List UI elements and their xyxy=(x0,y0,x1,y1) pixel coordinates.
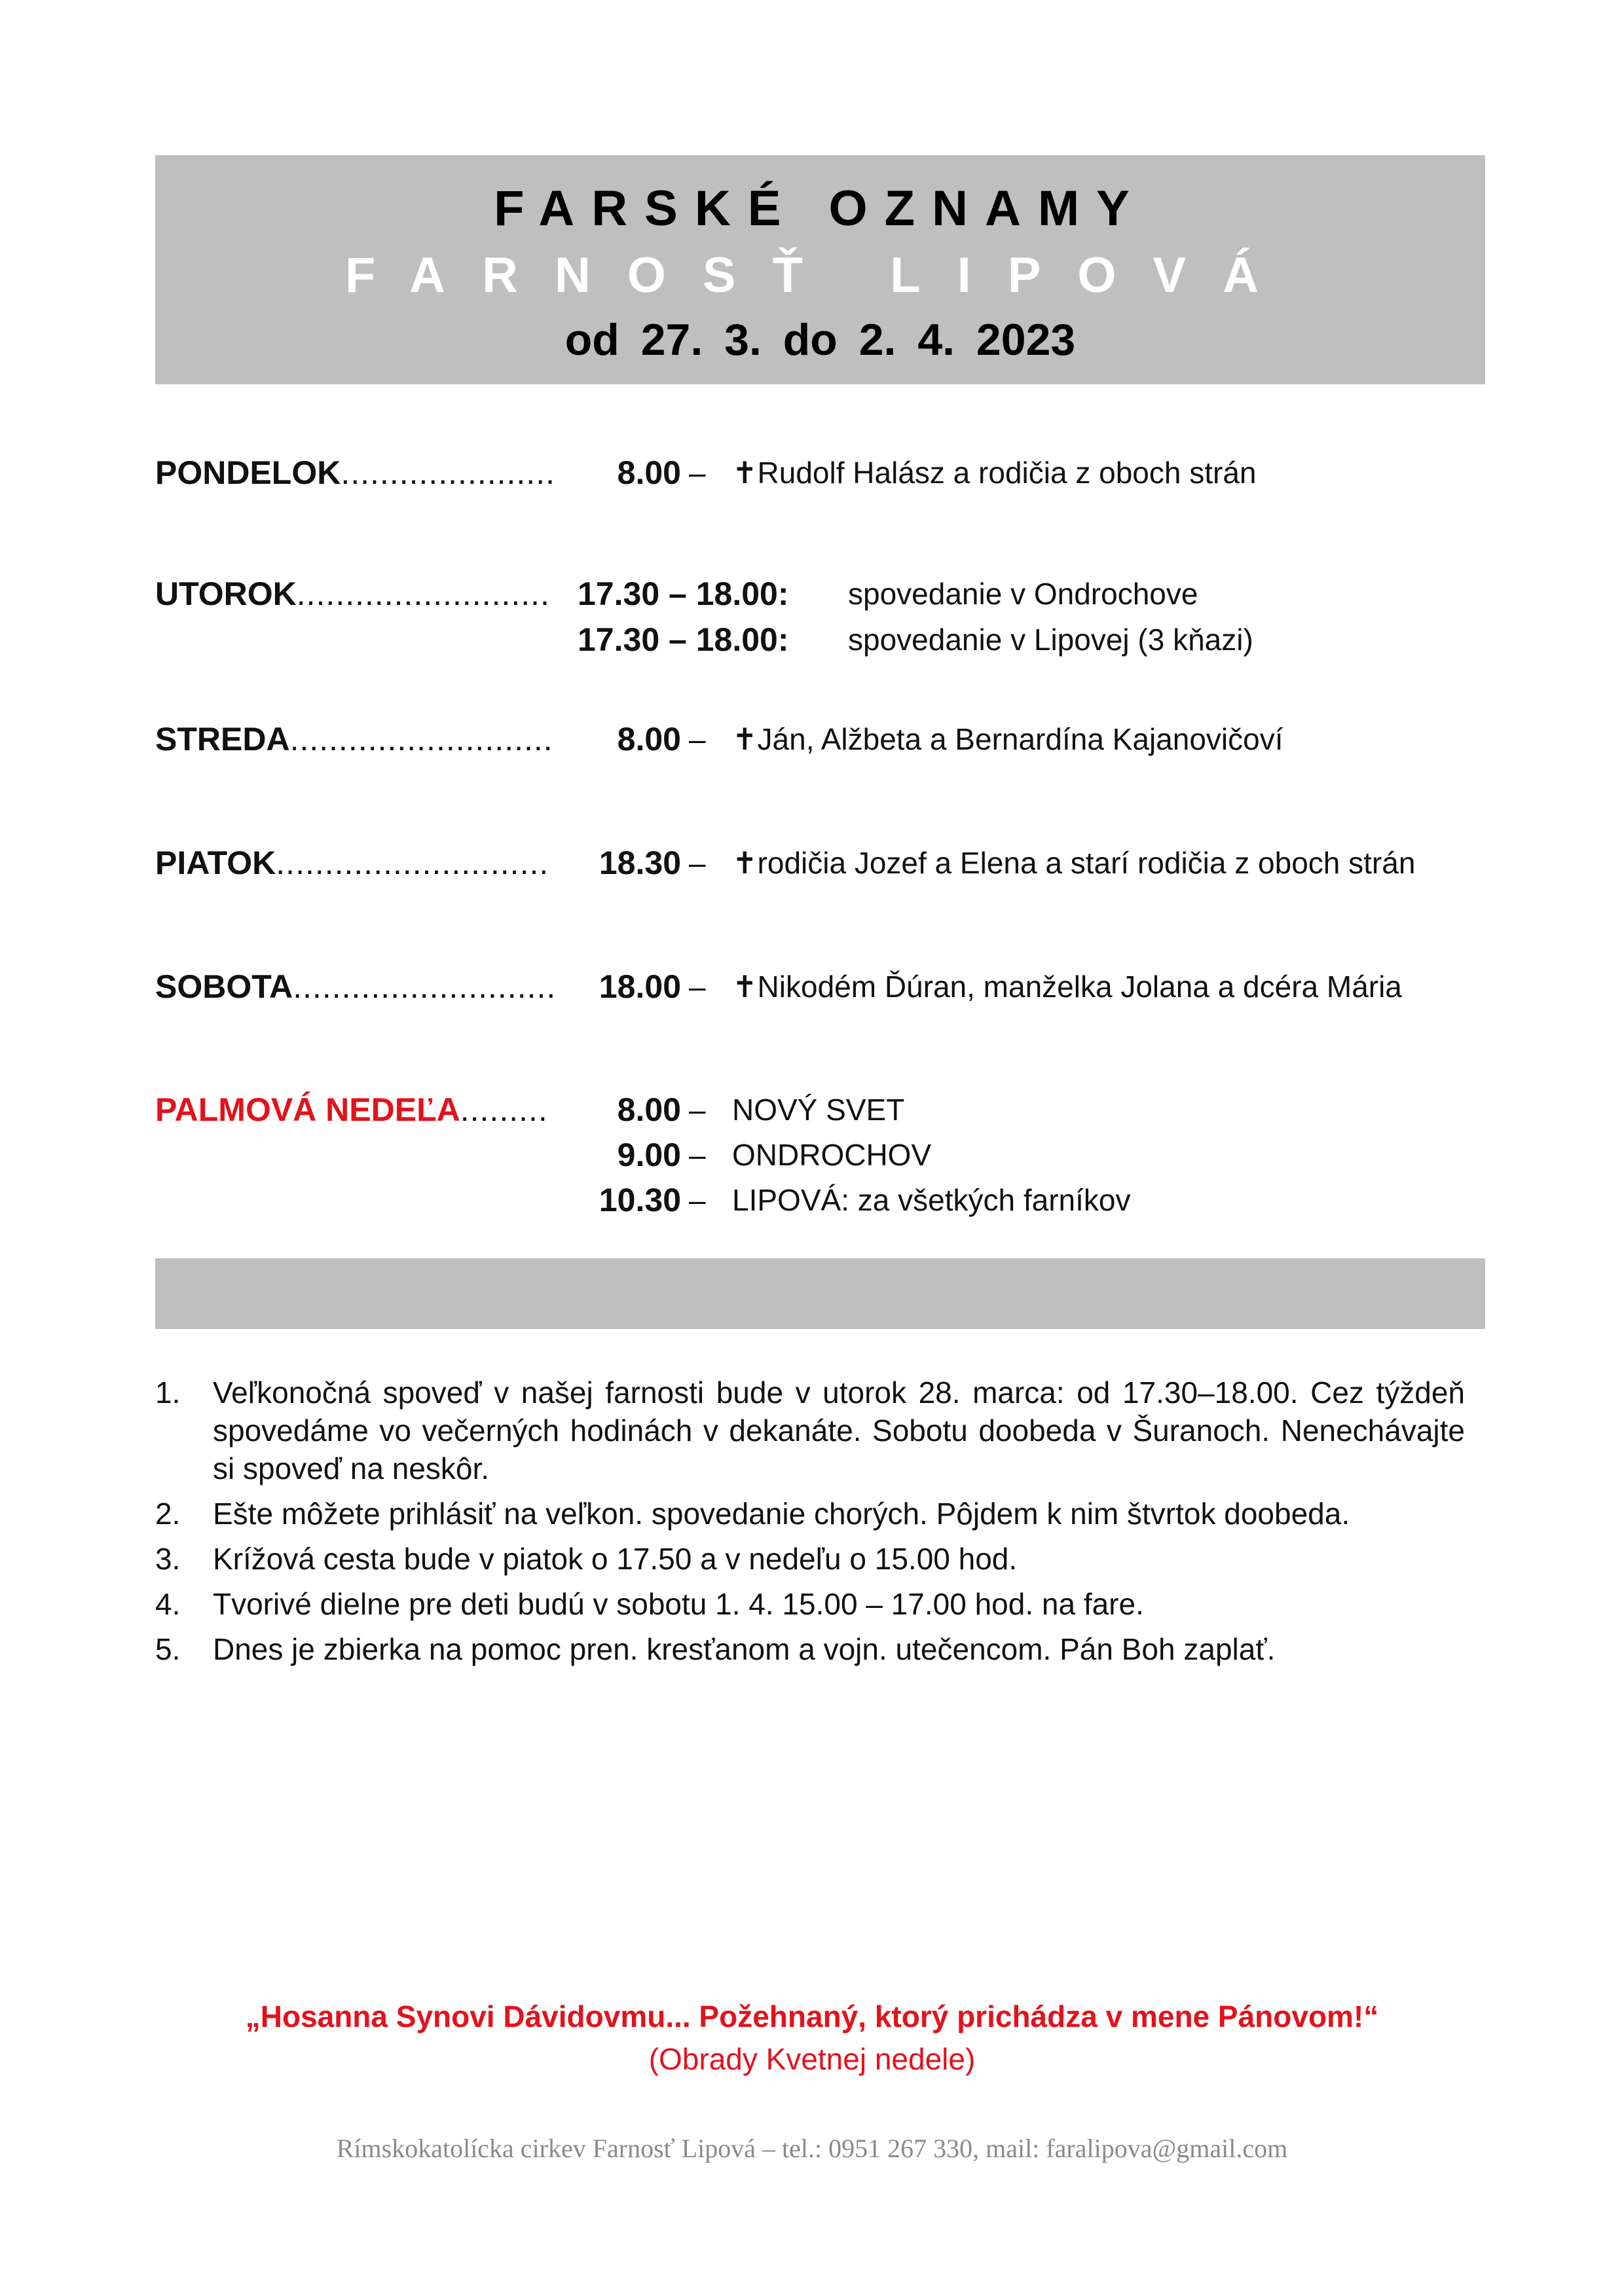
schedule-row-palm-sunday-2 xyxy=(0,1132,1624,1178)
dash: – xyxy=(689,1093,706,1127)
mass-place: LIPOVÁ: za všetkých farníkov xyxy=(732,1183,1131,1217)
parish-name: FARNOSŤ LIPOVÁ xyxy=(344,247,1296,303)
dash: – xyxy=(689,456,706,490)
mass-intention: ✝Ján, Alžbeta a Bernardína Kajanovičoví xyxy=(732,722,1283,756)
dash: – xyxy=(689,722,706,756)
separator-bar xyxy=(155,1258,1485,1329)
schedule-row-tuesday xyxy=(0,571,1624,617)
notice-text: Krížová cesta bude v piatok o 17.50 a v nedeľu o 15.00 hod. xyxy=(213,1542,1018,1576)
dash: – xyxy=(689,970,706,1004)
notice-item xyxy=(155,1540,1465,1578)
notice-number: 1. xyxy=(155,1376,181,1410)
dash: – xyxy=(689,1183,706,1217)
notice-item xyxy=(155,1374,1465,1487)
mass-time: 18.00 xyxy=(599,968,681,1005)
page-title: FARSKÉ OZNAMY xyxy=(494,181,1147,236)
confession-time: 17.30 – 18.00: xyxy=(578,621,789,658)
schedule-row-tuesday-2 xyxy=(0,617,1624,663)
day-label: PIATOK............................ xyxy=(155,845,549,881)
day-label: STREDA........................... xyxy=(155,721,553,757)
notice-number: 2. xyxy=(155,1497,181,1531)
footer-contact: Rímskokatolícka cirkev Farnosť Lipová – tel.: 0951 267 330, mail: faralipova@gmail.com xyxy=(336,2134,1288,2163)
day-label: SOBOTA........................... xyxy=(155,968,557,1005)
notice-text: Ešte môžete prihlásiť na veľkon. spovedanie chorých. Pôjdem k nim štvrtok doobeda. xyxy=(213,1497,1350,1531)
day-label: UTOROK.......................... xyxy=(155,575,550,612)
dash: – xyxy=(689,1138,706,1172)
quote-source: (Obrady Kvetnej nedele) xyxy=(648,2042,976,2076)
schedule-row-palm-sunday xyxy=(0,1087,1624,1133)
mass-time: 8.00 xyxy=(617,1091,681,1128)
schedule-row-friday xyxy=(0,840,1624,886)
mass-place: NOVÝ SVET xyxy=(732,1093,905,1127)
schedule-row-wednesday xyxy=(0,716,1624,762)
mass-intention: ✝Nikodém Ďúran, manželka Jolana a dcéra Mária xyxy=(732,970,1402,1004)
schedule-row-saturday xyxy=(0,964,1624,1010)
mass-time: 8.00 xyxy=(617,721,681,757)
notices-list xyxy=(155,1374,1465,1675)
mass-time: 8.00 xyxy=(617,454,681,491)
notice-item xyxy=(155,1630,1465,1668)
mass-intention: ✝rodičia Jozef a Elena a starí rodičia z oboch strán xyxy=(732,846,1416,880)
notice-number: 3. xyxy=(155,1542,181,1576)
confession-place: spovedanie v Lipovej (3 kňazi) xyxy=(848,623,1253,657)
schedule-row-palm-sunday-3 xyxy=(0,1177,1624,1223)
notice-text: Dnes je zbierka na pomoc pren. kresťanom a vojn. utečencom. Pán Boh zaplať. xyxy=(213,1632,1276,1666)
mass-intention: ✝Rudolf Halász a rodičia z oboch strán xyxy=(732,456,1257,490)
notice-item xyxy=(155,1495,1465,1533)
confession-time: 17.30 – 18.00: xyxy=(578,575,789,612)
schedule-row-monday xyxy=(0,450,1624,496)
notice-number: 4. xyxy=(155,1587,181,1621)
mass-place: ONDROCHOV xyxy=(732,1138,932,1172)
confession-place: spovedanie v Ondrochove xyxy=(848,577,1198,611)
day-label: PONDELOK...................... xyxy=(155,454,555,491)
day-label: PALMOVÁ NEDEĽA......... xyxy=(155,1091,548,1128)
date-range: od 27. 3. do 2. 4. 2023 xyxy=(564,315,1076,365)
notice-text: Tvorivé dielne pre deti budú v sobotu 1. 4. 15.00 – 17.00 hod. na fare. xyxy=(213,1587,1144,1621)
notice-number: 5. xyxy=(155,1632,181,1666)
bible-quote: „Hosanna Synovi Dávidovmu... Požehnaný, ktorý prichádza v mene Pánovom!“ xyxy=(245,1999,1379,2033)
dash: – xyxy=(689,846,706,880)
header-banner xyxy=(155,155,1485,384)
notice-item xyxy=(155,1585,1465,1623)
mass-time: 10.30 xyxy=(599,1182,681,1218)
mass-time: 18.30 xyxy=(599,845,681,881)
notice-text: Veľkonočná spoveď v našej farnosti bude v utorok 28. marca: od 17.30–18.00. Cez týždeň spovedáme vo večerných hodinách v dekanáte. Sobotu doobeda v Šuranoch. Nenechávajte si spoveď na neskôr. xyxy=(213,1376,1465,1485)
mass-time: 9.00 xyxy=(617,1137,681,1173)
